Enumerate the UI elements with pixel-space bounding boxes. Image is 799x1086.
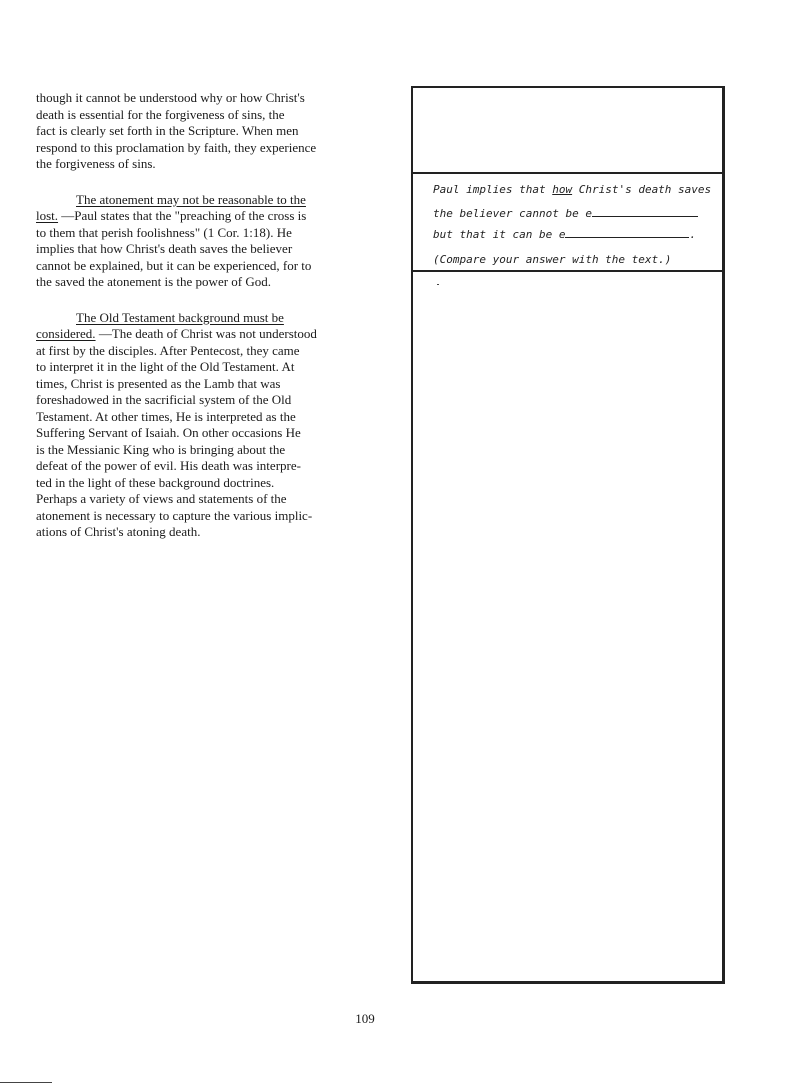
text-line <box>36 208 414 225</box>
text-line: ations of Christ's atoning death. <box>36 524 201 539</box>
text-line: defeat of the power of evil. His death was interpre- <box>36 458 301 473</box>
answer-blank-1[interactable] <box>592 204 698 217</box>
question-text: the believer cannot be e <box>433 207 592 220</box>
text-span: —The death of Christ was not understood <box>95 326 317 341</box>
question-line <box>433 225 696 241</box>
section-heading: The Old Testament background must be <box>76 309 284 325</box>
question-text: but that it can be e <box>433 228 566 241</box>
section-heading-end: lost. <box>36 208 59 223</box>
main-text-column <box>36 90 414 560</box>
text-line: Perhaps a variety of views and statements of the <box>36 491 287 506</box>
text-line: though it cannot be understood why or how Christ's <box>36 90 305 105</box>
text-line: foreshadowed in the sacrificial system of the Old <box>36 392 292 407</box>
text-line: respond to this proclamation by faith, they experience <box>36 139 317 155</box>
text-line: the forgiveness of sins. <box>36 156 156 171</box>
text-line: to interpret it in the light of the Old Testament. At <box>36 359 295 374</box>
text-line: is the Messianic King who is bringing about the <box>36 441 286 457</box>
section-heading-line <box>36 192 414 209</box>
text-line: times, Christ is presented as the Lamb that was <box>36 375 281 391</box>
answer-blank-2[interactable] <box>565 225 689 238</box>
text-line <box>36 326 414 343</box>
question-text: Christ's death saves <box>572 183 712 196</box>
question-line <box>433 183 711 196</box>
corner-line <box>0 1082 52 1083</box>
paragraph-atonement-lost <box>36 192 414 291</box>
stray-mark <box>437 284 439 285</box>
paragraph-forgiveness <box>36 90 414 173</box>
text-line: fact is clearly set forth in the Scripture. When men <box>36 123 299 138</box>
section-heading-end: considered. <box>36 326 96 341</box>
text-line: atonement is necessary to capture the various implic- <box>36 507 313 523</box>
text-line: cannot be explained, but it can be experienced, for to <box>36 257 312 273</box>
frame-top-box <box>413 88 722 174</box>
text-line: death is essential for the forgiveness of sins, the <box>36 106 285 122</box>
paragraph-old-testament <box>36 310 414 541</box>
response-frame <box>411 86 725 984</box>
text-span: —Paul states that the "preaching of the cross is <box>58 208 307 223</box>
text-line: Suffering Servant of Isaiah. On other occasions He <box>36 425 301 440</box>
text-line: Testament. At other times, He is interpreted as the <box>36 408 296 424</box>
text-line: ted in the light of these background doctrines. <box>36 474 275 490</box>
question-emphasis: how <box>552 183 573 196</box>
text-line: at first by the disciples. After Pentecost, they came <box>36 342 300 358</box>
text-line: the saved the atonement is the power of God. <box>36 274 272 289</box>
page-number: 109 <box>355 1011 375 1026</box>
question-text: . <box>689 228 697 241</box>
text-line: implies that how Christ's death saves the believer <box>36 241 293 256</box>
section-heading-line <box>36 310 414 327</box>
text-line: to them that perish foolishness" (1 Cor. 1:18). He <box>36 224 292 240</box>
frame-question-box <box>413 174 722 272</box>
question-text: Paul implies that <box>433 183 553 196</box>
question-line <box>433 204 698 220</box>
section-heading: The atonement may not be reasonable to the <box>76 191 306 207</box>
compare-note: (Compare your answer with the text.) <box>433 253 672 266</box>
